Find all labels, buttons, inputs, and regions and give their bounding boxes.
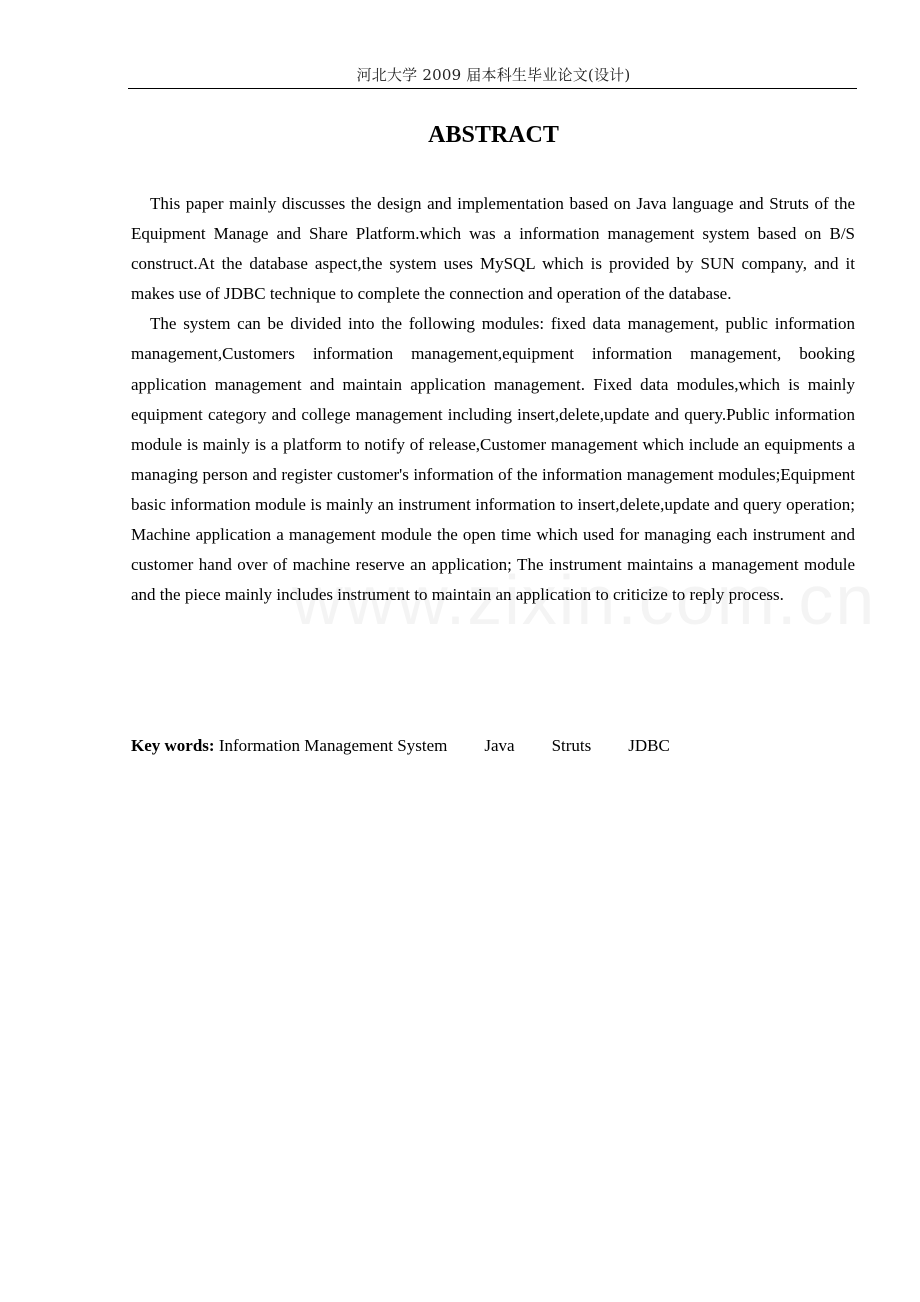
running-header: 河北大学 2009 届本科生毕业论文(设计) — [356, 66, 631, 84]
keyword-4: JDBC — [628, 736, 670, 755]
keyword-1: Information Management System — [218, 736, 448, 755]
abstract-title: ABSTRACT — [428, 122, 559, 148]
abstract-body — [131, 189, 855, 610]
keywords-label: Key words: — [131, 736, 215, 755]
keyword-2: Java — [484, 736, 515, 755]
abstract-paragraph-2: The system can be divided into the following modules: fixed data management, public information management,Customers information management,equipment information management, booking application management and maintain application management. Fixed data modules,which is mainly equipment category and college management including insert,delete,update and query.Public information module is mainly is a platform to notify of release,Customer management which include an equipments a managing person and register customer's information of the information management modules;Equipment basic information module is mainly an instrument information to insert,delete,update and query operation; Machine application a management module the open time which used for managing each instrument and customer hand over of machine reserve an application; The instrument maintains a management module and the piece mainly includes instrument to maintain an application to criticize to reply process. — [131, 314, 855, 605]
keywords-line — [131, 731, 670, 761]
header-rule — [128, 88, 857, 89]
keyword-3: Struts — [551, 736, 592, 755]
abstract-paragraph-1: This paper mainly discusses the design and implementation based on Java language and Struts of the Equipment Manage and Share Platform.which was a information management system based on B/S construct.At the database aspect,the system uses MySQL which is provided by SUN company, and it makes use of JDBC technique to complete the connection and operation of the database. — [131, 194, 855, 304]
